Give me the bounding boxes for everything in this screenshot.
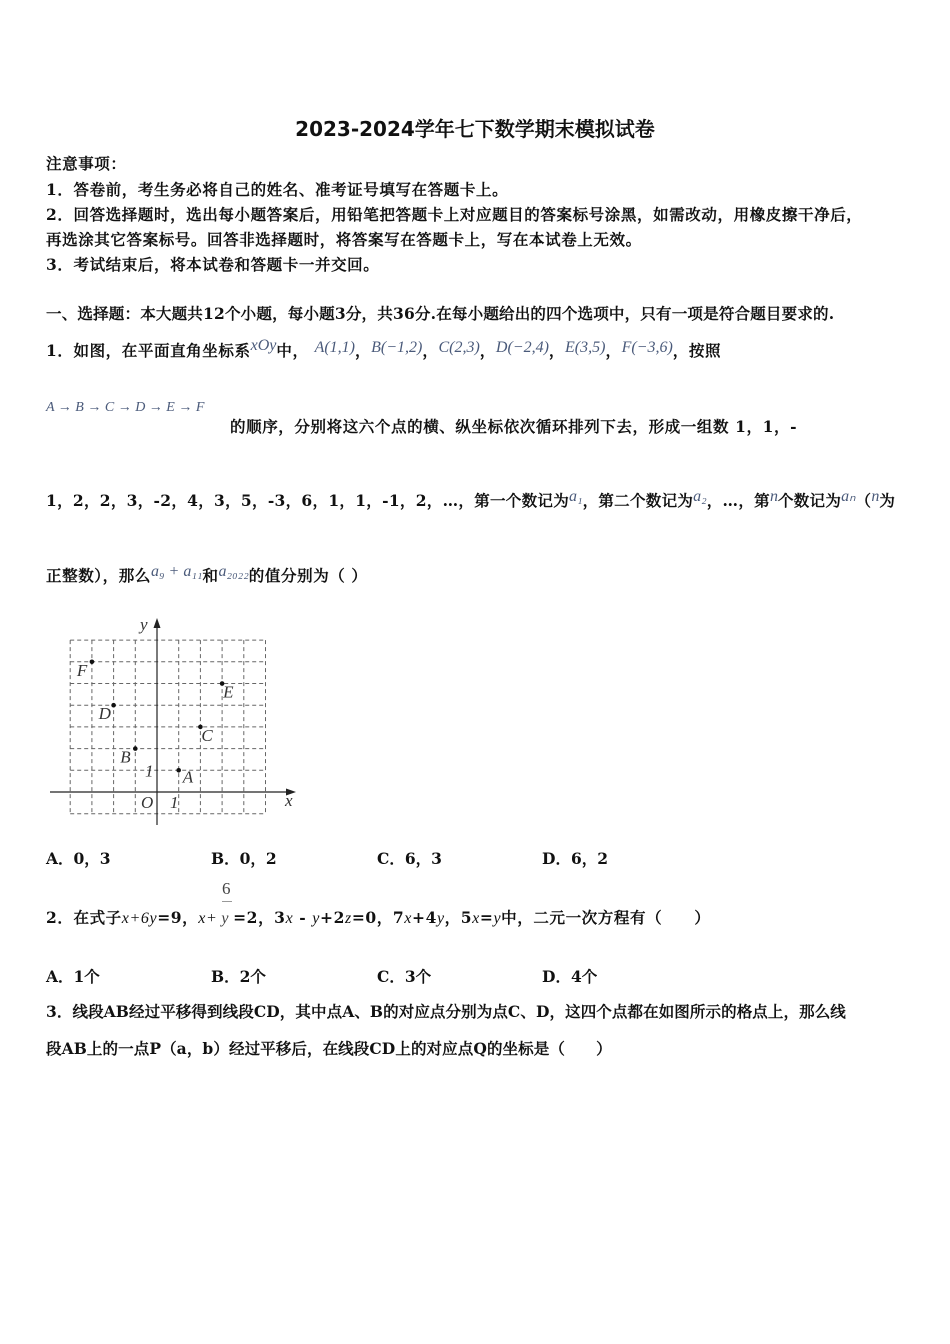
point-label-C: C [201, 725, 213, 745]
q2-text: = [479, 908, 494, 927]
q1-line3 [46, 489, 895, 511]
q1-text: 的值分别为（ ） [248, 566, 368, 585]
q2-text: +4 [411, 908, 437, 927]
q1-text: 和 [202, 566, 219, 585]
math-xoy: xOy [250, 337, 277, 354]
q1-option-d[interactable]: D．6，2 [542, 849, 609, 868]
q1-option-b[interactable]: B．0，2 [211, 849, 277, 868]
q2-line [46, 906, 710, 928]
math: x [472, 910, 480, 927]
fraction-numerator: 6 [222, 879, 231, 898]
coordinate-graph [40, 610, 310, 830]
origin-label: O [141, 793, 154, 812]
separator: ， [479, 341, 496, 360]
math-an: aₙ [841, 488, 856, 505]
separator: ， [355, 341, 372, 360]
math-a2: a₂ [693, 488, 707, 505]
q2-option-a[interactable]: A．1个 [46, 967, 100, 986]
math: x+ [198, 910, 218, 927]
q1-text: 1，2，2，3，-2，4，3，5，-3，6，1，1，-1，2，…，第一个数记为 [46, 491, 569, 510]
notice-item: 再选涂其它答案标号。回答非选择题时，将答案写在答题卡上，写在本试卷上无效。 [46, 230, 642, 249]
x-tick-label: 1 [170, 793, 179, 812]
fraction-denominator: y [221, 910, 230, 927]
math-sequence-order: A → B → C → D → E → F [46, 400, 205, 415]
q1-option-c[interactable]: C．6，3 [377, 849, 442, 868]
math: x [285, 910, 294, 927]
q2-text: =9， [157, 908, 199, 927]
notice-item: 2．回答选择题时，选出每小题答案后，用铅笔把答题卡上对应题目的答案标号涂黑，如需改动，用橡皮擦干净后， [46, 205, 863, 224]
notice-item: 3．考试结束后，将本试卷和答题卡一并交回。 [46, 255, 380, 274]
q2-text: - [293, 908, 313, 927]
point-label-A: A [182, 767, 194, 787]
q2-text: +2 [320, 908, 345, 927]
q3-line2: 段AB上的一点P（a，b）经过平移后，在线段CD上的对应点Q的坐标是（ ） [46, 1039, 612, 1058]
math-a9-plus-a11: a₉ + a₁₁ [150, 563, 203, 580]
q1-text: ，…，第 [706, 491, 770, 510]
math: y [312, 910, 320, 927]
math-point: A(1,1) [314, 339, 355, 356]
fraction-bar [222, 901, 232, 902]
math-point: D(−2,4) [495, 339, 549, 356]
point-F [90, 660, 95, 665]
point-label-F: F [76, 660, 88, 680]
q2-text: =2，3 [233, 908, 286, 927]
q1-line2: 的顺序，分别将这六个点的横、纵坐标依次循环排列下去，形成一组数 1，1，- [230, 417, 798, 436]
q1-text: 正整数），那么 [46, 566, 151, 585]
q3-line1: 3．线段AB经过平移得到线段CD，其中点A、B的对应点分别为点C、D，这四个点都在如图所示的格点上，那么线 [46, 1002, 846, 1021]
q1-text: ，第二个数记为 [582, 491, 694, 510]
math-point: F(−3,6) [621, 339, 673, 356]
point-label-D: D [98, 704, 111, 724]
separator: ， [422, 341, 439, 360]
notice-heading: 注意事项： [46, 154, 127, 173]
math: x [404, 910, 412, 927]
math: x+6y [121, 910, 158, 927]
separator: ， [548, 341, 566, 360]
notice-item: 1．答卷前，考生务必将自己的姓名、准考证号填写在答题卡上。 [46, 180, 509, 199]
point-D [111, 703, 116, 708]
q1-option-a[interactable]: A．0，3 [46, 849, 111, 868]
q1-line1 [46, 339, 721, 361]
q2-text: ，5 [444, 908, 473, 927]
math-n: n [769, 488, 778, 505]
q1-text: ，按照 [672, 341, 722, 360]
x-axis-label: x [285, 791, 293, 810]
y-axis-label: y [140, 615, 148, 634]
section-heading: 一、选择题：本大题共12个小题，每小题3分，共36分.在每小题给出的四个选项中，只有一项是符合题目要求的. [46, 304, 835, 323]
q2-text: 中，二元一次方程有（ ） [501, 908, 711, 927]
page-title: 2023-2024学年七下数学期末模拟试卷 [295, 117, 655, 141]
math-a1: a₁ [569, 488, 583, 505]
q2-option-c[interactable]: C．3个 [377, 967, 432, 986]
q1-text: 中， [276, 341, 309, 360]
point-label-E: E [223, 682, 234, 702]
math-point: C(2,3) [438, 339, 480, 356]
q1-text: 为 [879, 491, 896, 510]
q2-text: 2．在式子 [46, 908, 122, 927]
math: y [493, 910, 502, 927]
q1-text: 个数记为 [777, 491, 842, 510]
math: z [344, 910, 352, 927]
point-A [176, 768, 181, 773]
math-a2022: a₂₀₂₂ [218, 563, 249, 580]
q1-line4 [46, 564, 368, 586]
point-B [133, 746, 138, 751]
math-n: n [871, 488, 880, 505]
math: y [436, 910, 445, 927]
y-tick-label: 1 [145, 761, 154, 781]
q2-option-b[interactable]: B．2个 [211, 967, 266, 986]
y-axis-arrow-icon [154, 618, 161, 628]
q1-text: （ [855, 491, 872, 510]
q1-text: 1．如图，在平面直角坐标系 [46, 341, 251, 360]
point-label-B: B [120, 747, 131, 767]
separator: ， [605, 341, 622, 360]
math-point: E(3,5) [565, 339, 606, 356]
q2-option-d[interactable]: D．4个 [542, 967, 598, 986]
math-point: B(−1,2) [371, 339, 423, 356]
q2-text: =0，7 [351, 908, 405, 927]
